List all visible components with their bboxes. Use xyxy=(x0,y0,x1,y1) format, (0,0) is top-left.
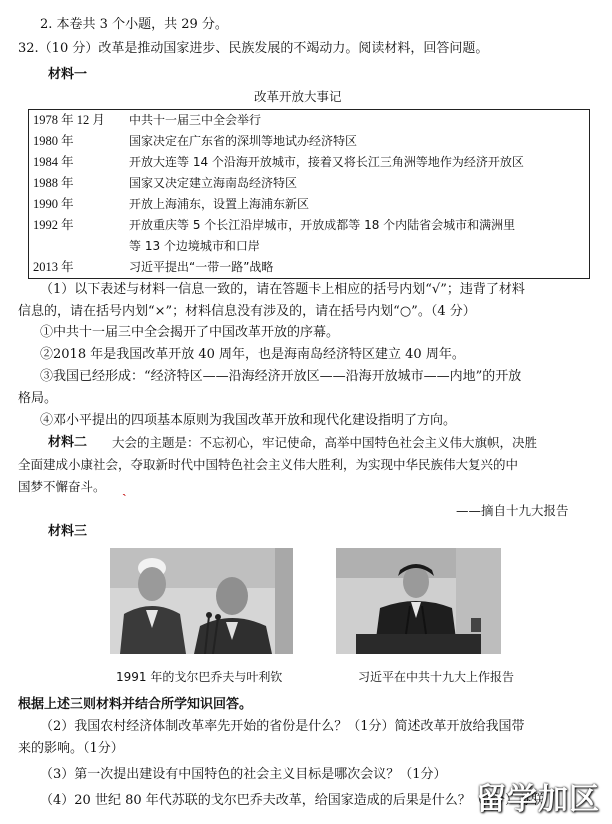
question-2-line-1: （2）我国农村经济体制改革率先开始的省份是什么？（1分）简述改革开放给我国带 xyxy=(40,719,525,734)
statement-2: ②2018 年是我国改革开放 40 周年，也是海南岛经济特区建立 40 周年。 xyxy=(40,347,465,362)
statement-3-cont: 格局。 xyxy=(18,391,58,406)
statement-1: ①中共十一届三中全会揭开了中国改革开放的序幕。 xyxy=(40,325,340,340)
event-cell: 中共十一届三中全会举行 xyxy=(129,113,262,127)
event-cell: 国家又决定建立海南岛经济特区 xyxy=(129,176,298,190)
year-cell: 1990 年 xyxy=(33,197,74,211)
statement-4: ④邓小平提出的四项基本原则为我国改革开放和现代化建设指明了方向。 xyxy=(40,413,457,428)
question-32-intro: 32.（10 分）改革是推动国家进步、民族发展的不竭动力。阅读材料，回答问题。 xyxy=(18,41,489,56)
photo-figure xyxy=(336,548,501,654)
table-row xyxy=(29,131,590,152)
year-cell: 1984 年 xyxy=(33,155,74,169)
caption-left: 1991 年的戈尔巴乔夫与叶利钦 xyxy=(116,670,283,684)
event-cell: 开放重庆等 5 个长江沿岸城市，开放成都等 18 个内陆省会城市和满洲里 xyxy=(129,218,516,232)
material-2-line-3: 国梦不懈奋斗。 xyxy=(18,479,106,494)
year-cell xyxy=(29,236,126,257)
event-cell: 国家决定在广东省的深圳等地试办经济特区 xyxy=(129,134,358,148)
material-2-source: ——摘自十九大报告 xyxy=(456,503,569,518)
caption-right: 习近平在中共十九大上作报告 xyxy=(358,670,515,684)
q1-line-1: （1）以下表述与材料一信息一致的，请在答题卡上相应的括号内划“√”；违背了材料 xyxy=(40,282,525,297)
table-row xyxy=(29,194,590,215)
instruction: 根据上述三则材料并结合所学知识回答。 xyxy=(18,697,253,712)
event-cell: 等 13 个边境城市和口岸 xyxy=(129,239,260,253)
exam-note: 2. 本卷共 3 个小题，共 29 分。 xyxy=(40,17,228,32)
photo-figure xyxy=(110,548,293,654)
table-title: 改革开放大事记 xyxy=(254,89,342,104)
events-table xyxy=(28,109,590,279)
photo-gorbachev-yeltsin xyxy=(110,548,293,654)
photo-19th-congress xyxy=(336,548,501,654)
year-cell: 1988 年 xyxy=(33,176,74,190)
material-2-label: 材料二 xyxy=(48,435,88,450)
event-cell: 习近平提出“一带一路”战略 xyxy=(129,260,274,274)
q1-line-2: 信息的，请在括号内划“×”；材料信息没有涉及的，请在括号内划“○”。（4 分） xyxy=(18,304,476,319)
material-2-line-2: 全面建成小康社会，夺取新时代中国特色社会主义伟大胜利，为实现中华民族伟大复兴的中 xyxy=(18,457,519,472)
question-4: （4）20 世纪 80 年代苏联的戈尔巴乔夫改革，给国家造成的后果是什么？（1分）苏联 xyxy=(40,793,545,808)
year-cell: 1992 年 xyxy=(33,218,74,232)
table-row xyxy=(29,236,590,257)
question-2-line-2: 来的影响。（1分） xyxy=(18,741,124,756)
material-1-label: 材料一 xyxy=(48,67,88,82)
event-cell: 开放大连等 14 个沿海开放城市，接着又将长江三角洲等地作为经济开放区 xyxy=(129,155,524,169)
table-row xyxy=(29,152,590,173)
year-cell: 1978 年 12 月 xyxy=(33,113,105,127)
red-squiggle: ˎ xyxy=(122,481,127,497)
question-3: （3）第一次提出建设有中国特色的社会主义目标是哪次会议？（1分） xyxy=(40,767,447,782)
event-cell: 开放上海浦东，设置上海浦东新区 xyxy=(129,197,310,211)
table-row xyxy=(29,215,590,236)
table-row xyxy=(29,257,590,279)
material-2-line-1: 大会的主题是：不忘初心，牢记使命，高举中国特色社会主义伟大旗帜，决胜 xyxy=(112,435,538,450)
year-cell: 2013 年 xyxy=(33,260,74,274)
table-row xyxy=(29,110,590,132)
watermark-logo: 留学加区 xyxy=(476,782,600,817)
statement-3: ③我国已经形成：“经济特区——沿海经济开放区——沿海开放城市——内地”的开放 xyxy=(40,369,522,384)
year-cell: 1980 年 xyxy=(33,134,74,148)
table-row xyxy=(29,173,590,194)
material-3-label: 材料三 xyxy=(48,524,88,539)
